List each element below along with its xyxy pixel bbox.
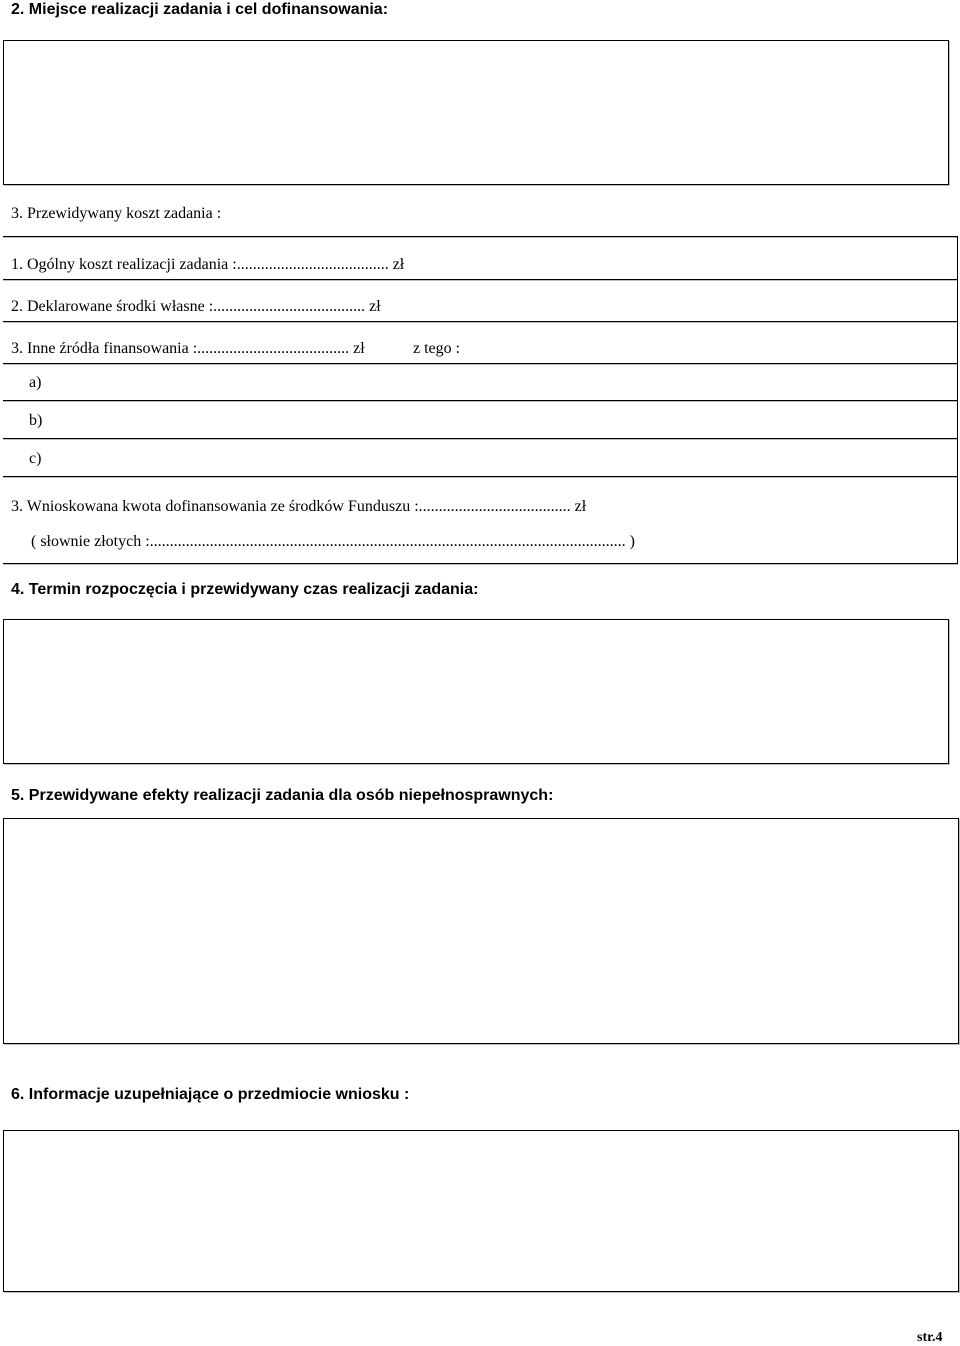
section-2-heading: 2. Miejsce realizacji zadania i cel dofinansowania:: [11, 1, 389, 18]
own-funds-line: 2. Deklarowane środki własne :...................................... zł: [11, 298, 381, 315]
other-sources-line: 3. Inne źródła finansowania :...................................... zł: [11, 340, 365, 357]
item-c-label: c): [29, 450, 42, 467]
of-which-label: z tego :: [413, 340, 461, 357]
section-4-heading: 4. Termin rozpoczęcia i przewidywany czas realizacji zadania:: [11, 581, 479, 598]
item-b-label: b): [29, 412, 43, 429]
item-a-label: a): [29, 374, 42, 391]
requested-amount-line: 3. Wnioskowana kwota dofinansowania ze środków Funduszu :...................................... zł: [11, 498, 587, 515]
section-3-heading: 3. Przewidywany koszt zadania :: [11, 205, 222, 222]
amount-in-words-line: ( słownie złotych :....................................................................................................................... ): [31, 533, 635, 550]
total-cost-line: 1. Ogólny koszt realizacji zadania :...................................... zł: [11, 256, 405, 273]
row-separator: [3, 236, 958, 237]
section-6-answer-box[interactable]: [3, 1130, 959, 1292]
page-number: str.4: [917, 1330, 943, 1345]
section-5-answer-box[interactable]: [3, 818, 959, 1044]
row-separator: [3, 400, 958, 401]
row-separator: [3, 476, 958, 477]
row-separator: [3, 563, 958, 564]
section-2-answer-box[interactable]: [3, 40, 949, 185]
row-separator: [3, 321, 958, 322]
section-3-right-border: [957, 236, 958, 564]
section-5-heading: 5. Przewidywane efekty realizacji zadania dla osób niepełnosprawnych:: [11, 787, 554, 804]
row-separator: [3, 279, 958, 280]
row-separator: [3, 438, 958, 439]
row-separator: [3, 363, 958, 364]
section-6-heading: 6. Informacje uzupełniające o przedmiocie wniosku :: [11, 1086, 410, 1103]
section-4-answer-box[interactable]: [3, 619, 949, 764]
